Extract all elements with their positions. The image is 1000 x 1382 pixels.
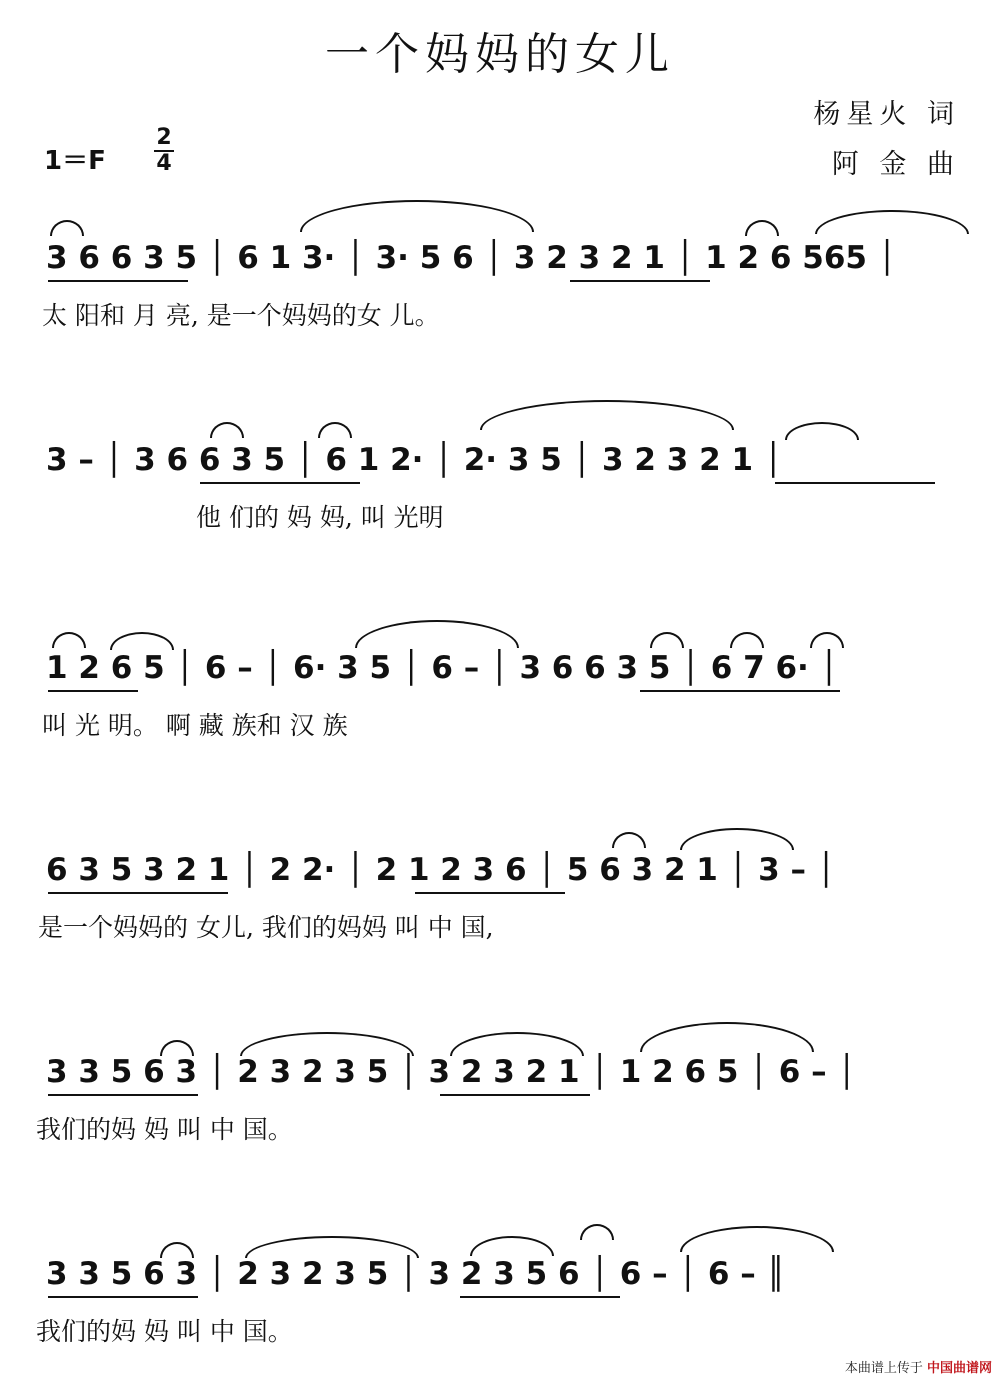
notation-line: 3 3 5 6 3 │ 2 3 2 3 5 │ 3 2 3 2 1 │ 1 2 6 5 │ 6 – │ — [46, 1054, 857, 1090]
slur — [210, 422, 244, 438]
lyric-line: 我们的妈 妈 叫 中 国。 — [36, 1317, 293, 1346]
slur — [110, 632, 174, 650]
tie — [640, 1022, 814, 1052]
slur — [650, 632, 684, 648]
time-signature-top: 2 — [156, 125, 172, 150]
notation-line: 3 6 6 3 5 │ 6 1 3· │ 3· 5 6 │ 3 2 3 2 1 │ 1 2 6 565 │ — [46, 240, 897, 276]
beam — [640, 690, 840, 692]
beam — [48, 892, 228, 894]
notation-line: 1 2 6 5 │ 6 – │ 6· 3 5 │ 6 – │ 3 6 6 3 5 │ 6 7 6· │ — [46, 650, 839, 686]
tie — [480, 400, 734, 430]
beam — [440, 1094, 590, 1096]
beam — [48, 1296, 198, 1298]
slur — [450, 1032, 584, 1056]
lyric-line: 他 们的 妈 妈, 叫 光明 — [196, 503, 444, 532]
composer-credit: 阿 金 曲 — [831, 149, 960, 180]
notation-line: 3 – │ 3 6 6 3 5 │ 6 1 2· │ 2· 3 5 │ 3 2 3 2 1 │ — [46, 442, 783, 478]
beam — [48, 1094, 198, 1096]
slur — [50, 220, 84, 236]
slur — [470, 1236, 554, 1256]
slur — [52, 632, 86, 648]
tie — [815, 210, 969, 234]
beam — [48, 690, 138, 692]
tie — [240, 1032, 414, 1056]
lyric-line: 叫 光 明。 啊 藏 族和 汉 族 — [42, 711, 348, 740]
time-signature — [152, 126, 176, 176]
beam — [570, 280, 710, 282]
site-logo[interactable]: 中国曲谱网 — [926, 1361, 992, 1376]
slur — [580, 1224, 614, 1240]
tie — [680, 1226, 834, 1252]
beam — [48, 280, 188, 282]
time-signature-bottom: 4 — [156, 151, 172, 176]
tie — [355, 620, 519, 648]
slur — [810, 632, 844, 648]
lyric-line: 太 阳和 月 亮, 是一个妈妈的女 儿。 — [42, 301, 440, 330]
tie — [245, 1236, 419, 1258]
song-title: 一个妈妈的女儿 — [325, 29, 675, 80]
footer-text: 本曲谱上传于 — [844, 1361, 923, 1376]
lyricist-credit: 杨星火 词 — [813, 99, 960, 130]
lyric-line: 我们的妈 妈 叫 中 国。 — [36, 1115, 293, 1144]
beam — [775, 482, 935, 484]
notation-line: 3 3 5 6 3 │ 2 3 2 3 5 │ 3 2 3 5 6 │ 6 – │ 6 – ║ — [46, 1256, 786, 1292]
slur — [318, 422, 352, 438]
slur — [785, 422, 859, 440]
lyric-line: 是一个妈妈的 女儿, 我们的妈妈 叫 中 国, — [38, 913, 494, 942]
footer — [845, 1357, 992, 1376]
tie — [680, 828, 794, 850]
slur — [730, 632, 764, 648]
notation-line: 6 3 5 3 2 1 │ 2 2· │ 2 1 2 3 6 │ 5 6 3 2 1 │ 3 – │ — [46, 852, 836, 888]
slur — [745, 220, 779, 236]
beam — [460, 1296, 620, 1298]
slur — [612, 832, 646, 848]
beam — [415, 892, 565, 894]
key-signature: 1＝F — [44, 146, 106, 176]
beam — [200, 482, 360, 484]
tie — [300, 200, 534, 232]
